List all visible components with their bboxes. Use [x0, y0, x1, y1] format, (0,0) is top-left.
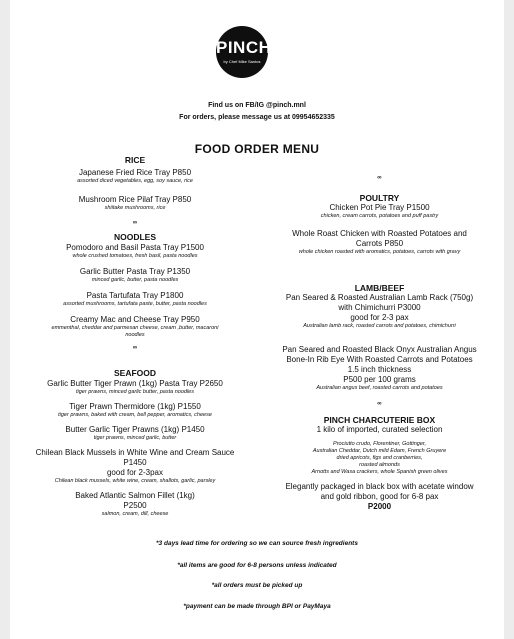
menu-item-name: Tiger Prawn Thermidore (1kg) P1550: [69, 402, 201, 411]
separator: ∞: [377, 401, 382, 407]
separator: ∞: [377, 175, 382, 181]
menu-item-serving: good for 2-3pax: [106, 468, 164, 477]
charcuterie-packaging: and gold ribbon, good for 6-8 pax: [320, 492, 439, 501]
menu-item-name-cont: with Chimichurri P3000: [338, 303, 421, 312]
menu-item-name: Mushroom Rice Pilaf Tray P850: [78, 195, 192, 204]
charcuterie-desc-line: roasted almonds: [359, 462, 400, 468]
menu-item-desc: assorted diced vegetables, egg, soy sauce, rice: [77, 178, 193, 184]
menu-item-name: Garlic Butter Pasta Tray P1350: [79, 267, 191, 276]
menu-item-price: P2500: [123, 501, 147, 510]
menu-item-desc: whole chicken roasted with aromatics, potatoes, carrots with gravy: [298, 249, 461, 255]
menu-item-desc: tiger prawns, minced garlic butter, pasta noodles: [75, 389, 194, 395]
seafood-section: [20, 368, 250, 518]
menu-item-name: Japanese Fried Rice Tray P850: [78, 168, 192, 177]
menu-item-desc: salmon, cream, dill, cheese: [101, 511, 169, 517]
separator-top: [262, 175, 497, 181]
separator: ∞: [132, 220, 138, 226]
section-title: POULTRY: [359, 193, 400, 203]
charcuterie-desc-line: dried apricots, figs and cranberries,: [336, 455, 423, 461]
menu-title: FOOD ORDER MENU: [194, 142, 320, 156]
menu-item-price: P500 per 100 grams: [343, 375, 416, 384]
menu-item-name-cont: Bone-In Rib Eye With Roasted Carrots and Potatoes: [286, 355, 473, 364]
charcuterie-price: P2000: [367, 502, 392, 511]
noodles-section: [20, 232, 250, 351]
logo-byline: by Chef Mike Santos: [223, 59, 261, 64]
menu-item-desc: shiitake mushrooms, rice: [104, 205, 166, 211]
pinch-logo: [216, 26, 272, 78]
menu-item-name: Whole Roast Chicken with Roasted Potatoes and: [292, 229, 467, 238]
charcuterie-desc-line: Australian Cheddar, Dutch mild Edam, French Gruyere: [312, 448, 447, 454]
charcuterie-subtitle: 1 kilo of imported, curated selection: [316, 425, 443, 434]
charcuterie-section: [262, 415, 497, 512]
note-pickup: *all orders must be picked up: [211, 582, 303, 589]
menu-item-name: Pan Seared and Roasted Black Onyx Australian Angus: [282, 345, 477, 354]
note-serving-size: *all items are good for 6-8 persons unless indicated: [177, 562, 337, 569]
charcuterie-desc-line: Arnotts and Wasa crackers, whole Spanish green olives: [311, 469, 448, 475]
menu-item-desc: tiger prawns, minced garlic, butter: [93, 435, 177, 441]
menu-item-name: Garlic Butter Tiger Prawn (1kg) Pasta Tray P2650: [47, 379, 223, 388]
menu-item-price: P1450: [123, 458, 147, 467]
menu-item-desc: Australian lamb rack, roasted carrots and potatoes, chimichurri: [303, 323, 456, 329]
menu-item-desc: noodles: [125, 332, 145, 338]
section-title: LAMB/BEEF: [354, 283, 405, 293]
social-handle: Find us on FB/IG @pinch.mnl: [208, 102, 306, 109]
menu-item-desc: Chilean black mussels, white wine, cream, shallots, garlic, parsley: [54, 478, 216, 484]
menu-item-name: Butter Garlic Tiger Prawns (1kg) P1450: [65, 425, 205, 434]
note-payment: *payment can be made through BPI or PayMaya: [183, 603, 331, 610]
section-title: RICE: [124, 155, 146, 165]
menu-item-desc: tiger prawns, baked with cream, bell pepper, aromatics, cheese: [58, 412, 212, 418]
logo-wordmark: PINCH: [216, 38, 272, 57]
menu-item-desc: minced garlic, butter, pasta noodles: [91, 277, 179, 283]
menu-item-name: Chilean Black Mussels in White Wine and Cream Sauce: [35, 448, 235, 457]
poultry-section: [262, 193, 497, 256]
note-lead-time: *3 days lead time for ordering so we can source fresh ingredients: [156, 540, 358, 547]
menu-item-name-cont: Carrots P850: [355, 239, 404, 248]
menu-item-name: Pomodoro and Basil Pasta Tray P1500: [66, 243, 204, 252]
menu-item-desc: whole crushed tomatoes, fresh basil, pasta noodles: [72, 253, 198, 259]
section-title: SEAFOOD: [113, 368, 157, 378]
charcuterie-packaging: Elegantly packaged in black box with acetate window: [285, 482, 474, 491]
lamb-beef-section: [262, 283, 497, 407]
section-title: PINCH CHARCUTERIE BOX: [323, 415, 436, 425]
menu-item-desc: chicken, cream carrots, potatoes and puff pastry: [320, 213, 439, 219]
section-title: NOODLES: [113, 232, 157, 242]
menu-item-thickness: 1.5 inch thickness: [347, 365, 412, 374]
menu-item-name: Chicken Pot Pie Tray P1500: [329, 203, 430, 212]
order-contact: For orders, please message us at 09954652335: [179, 114, 335, 121]
menu-item-serving: good for 2-3 pax: [350, 313, 409, 322]
menu-item-name: Baked Atlantic Salmon Fillet (1kg): [75, 491, 195, 500]
rice-section: [20, 155, 250, 226]
menu-item-desc: emmenthal, cheddar and parmesan cheese, cream ,butter, macaroni: [51, 325, 219, 331]
menu-item-desc: Australian angus beef, roasted carrots and potatoes: [316, 385, 443, 391]
menu-item-name: Pasta Tartufata Tray P1800: [86, 291, 184, 300]
menu-item-desc: assorted mushrooms, tartufata paste, butter, pasta noodles: [63, 301, 207, 307]
charcuterie-desc-line: Prociutto crudo, Florentiner, Gottinger,: [333, 441, 426, 447]
menu-item-name: Pan Seared & Roasted Australian Lamb Rack (750g): [285, 293, 474, 302]
separator: ∞: [132, 345, 138, 351]
menu-item-name: Creamy Mac and Cheese Tray P950: [70, 315, 200, 324]
